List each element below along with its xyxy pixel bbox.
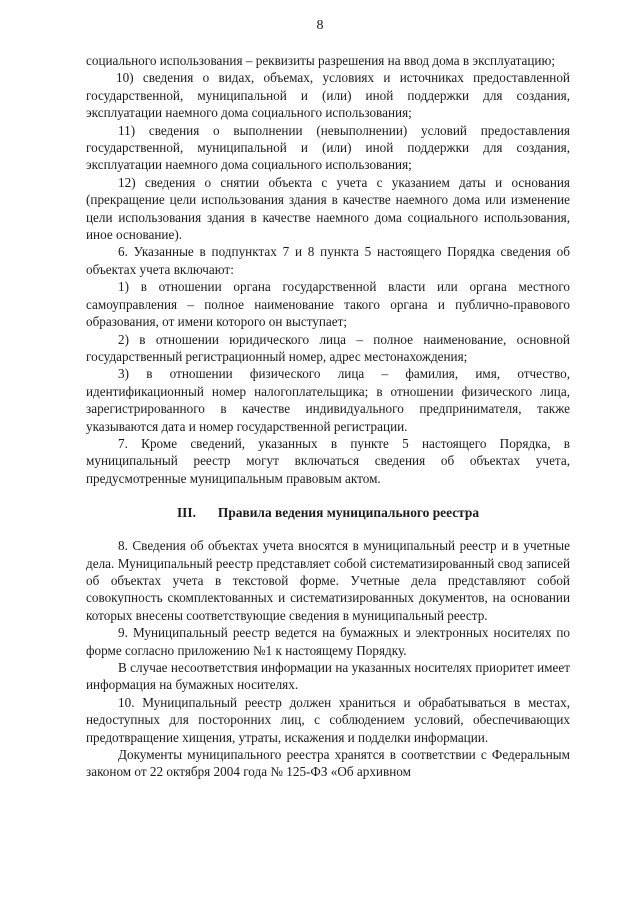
paragraph-clause-8: 8. Сведения об объектах учета вносятся в муниципальный реестр и в учетные дела. Муниципальный реестр представляет собой систематизированный свод записей об объектах учета в текстовой форме. Учетные дела представляют собой совокупность скомплектованных и систематизированных документов, на основании которых внесены соответствующие сведения в муниципальный реестр. bbox=[86, 538, 570, 623]
paragraph-clause-7: 7. Кроме сведений, указанных в пункте 5 настоящего Порядка, в муниципальный реестр могут включаться сведения об объектах учета, предусмотренные муниципальным правовым актом. bbox=[86, 435, 570, 486]
page-number: 8 bbox=[316, 18, 324, 33]
paragraph-clause-9: 9. Муниципальный реестр ведется на бумажных и электронных носителях по форме согласно приложению №1 к настоящему Порядку. bbox=[86, 625, 570, 658]
document-body bbox=[86, 52, 570, 781]
section-number: III. bbox=[176, 505, 196, 521]
section-heading bbox=[86, 504, 570, 522]
paragraph-storage-documents: Документы муниципального реестра хранятся в соответствии с Федеральным законом от 22 октября 2004 года № 125-ФЗ «Об архивном bbox=[86, 747, 570, 780]
paragraph-continuation: социального использования – реквизиты разрешения на ввод дома в эксплуатацию; bbox=[86, 53, 555, 68]
paragraph-clause-6: 6. Указанные в подпунктах 7 и 8 пункта 5 настоящего Порядка сведения об объектах учета включают: bbox=[86, 244, 570, 277]
section-title: Правила ведения муниципального реестра bbox=[217, 505, 480, 521]
paragraph-clause-6-item-3: 3) в отношении физического лица – фамилия, имя, отчество, идентификационный номер налогоплательщика; в отношении физического лица, зарегистрированного в качестве индивидуального предпринимателя, также указываются дата и номер государственной регистрации. bbox=[86, 366, 570, 434]
paragraph-clause-10: 10. Муниципальный реестр должен храниться и обрабатываться в местах, недоступных для посторонних лиц, с соблюдением условий, обеспечивающих предотвращение хищения, утраты, искажения и подделки информации. bbox=[86, 694, 570, 745]
paragraph-clause-6-item-1: 1) в отношении органа государственной власти или органа местного самоуправления – полное наименование такого органа и публично-правового образования, от имени которого он выступает; bbox=[86, 279, 570, 330]
paragraph-priority-note: В случае несоответствия информации на указанных носителях приоритет имеет информация на бумажных носителях. bbox=[86, 660, 570, 693]
paragraph-item-12: 12) сведения о снятии объекта с учета с указанием даты и основания (прекращение цели использования здания в качестве наемного дома или изменение цели использования здания в качестве наемного дома социального использования, иное основание). bbox=[86, 174, 570, 243]
paragraph-item-11: 11) сведения о выполнении (невыполнении) условий предоставления государственной, муниципальной и (или) иной поддержки для создания, эксплуатации наемного дома социального использования; bbox=[86, 122, 570, 173]
paragraph-clause-6-item-2: 2) в отношении юридического лица – полное наименование, основной государственный регистрационный номер, адрес местонахождения; bbox=[86, 331, 570, 364]
paragraph-item-10: 10) сведения о видах, объемах, условиях и источниках предоставленной государственной, муниципальной и (или) иной поддержки для создания, эксплуатации наемного дома социального использования; bbox=[86, 70, 570, 121]
